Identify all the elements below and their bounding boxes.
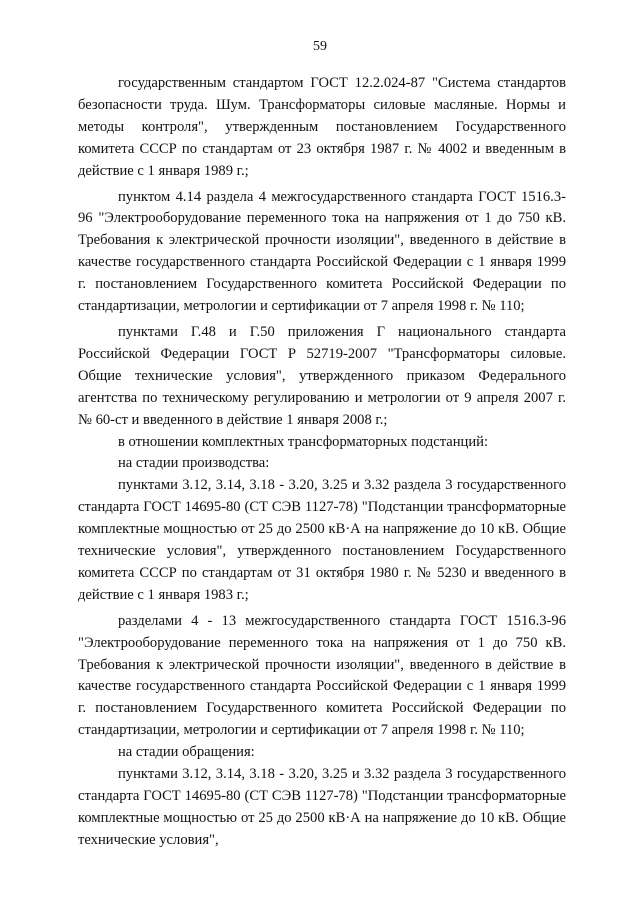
paragraph-circulation-stage: на стадии обращения: bbox=[118, 744, 255, 761]
paragraph-gost-1516-point-4-14: пунктом 4.14 раздела 4 межгосударственного стандарта ГОСТ 1516.3-96 "Электрооборудование переменного тока на напряжения от 1 до 750 кВ. Требования к электрической прочности изоляции", введенного в действие в качестве государственного стандарта Российской Федерации с 1 января 1999 г. постановлением Государственного комитета Российской Федерации по стандартизации, метрологии и сертификации от 7 апреля 1998 г. № 110; bbox=[78, 188, 566, 315]
document-body bbox=[78, 73, 566, 852]
paragraph-gost-12-2-024: государственным стандартом ГОСТ 12.2.024-87 "Система стандартов безопасности труда. Шум. Трансформаторы силовые масляные. Нормы и методы контроля", утвержденным постановлением Государственного комитета СССР по стандартам от 23 октября 1987 г. № 4002 и введенным в действие с 1 января 1989 г.; bbox=[78, 75, 566, 179]
paragraph-substations-heading: в отношении комплектных трансформаторных подстанций: bbox=[118, 433, 489, 450]
paragraph-gost-r-52719: пунктами Г.48 и Г.50 приложения Г национального стандарта Российской Федерации ГОСТ Р 52719-2007 "Трансформаторы силовые. Общие технические условия", утвержденного приказом Федерального агентства по техническому регулированию и метрологии от 9 апреля 2007 г. № 60-ст и введенного в действие 1 января 2008 г.; bbox=[78, 323, 566, 428]
paragraph-gost-1516-sections: разделами 4 - 13 межгосударственного стандарта ГОСТ 1516.3-96 "Электрооборудование переменного тока на напряжения от 1 до 750 кВ. Требования к электрической прочности изоляции", введенного в действие в качестве государственного стандарта Российской Федерации с 1 января 1999 г. постановлением Государственного комитета Российской Федерации по стандартизации, метрологии и сертификации от 7 апреля 1998 г. № 110; bbox=[78, 612, 566, 739]
paragraph-gost-14695-production: пунктами 3.12, 3.14, 3.18 - 3.20, 3.25 и 3.32 раздела 3 государственного стандарта ГОСТ 14695-80 (СТ СЭВ 1127-78) "Подстанции трансформаторные комплектные мощностью от 25 до 2500 кВ·А на напряжение до 10 кВ. Общие технические условия", утвержденного постановлением Государственного комитета СССР по стандартам от 31 октября 1980 г. № 5230 и введенного в действие с 1 января 1983 г.; bbox=[78, 477, 566, 603]
page-number: 59 bbox=[313, 39, 327, 54]
paragraph-production-stage: на стадии производства: bbox=[118, 455, 270, 472]
paragraph-gost-14695-circulation: пунктами 3.12, 3.14, 3.18 - 3.20, 3.25 и 3.32 раздела 3 государственного стандарта ГОСТ 14695-80 (СТ СЭВ 1127-78) "Подстанции трансформаторные комплектные мощностью от 25 до 2500 кВ·А на напряжение до 10 кВ. Общие технические условия", bbox=[78, 766, 566, 848]
